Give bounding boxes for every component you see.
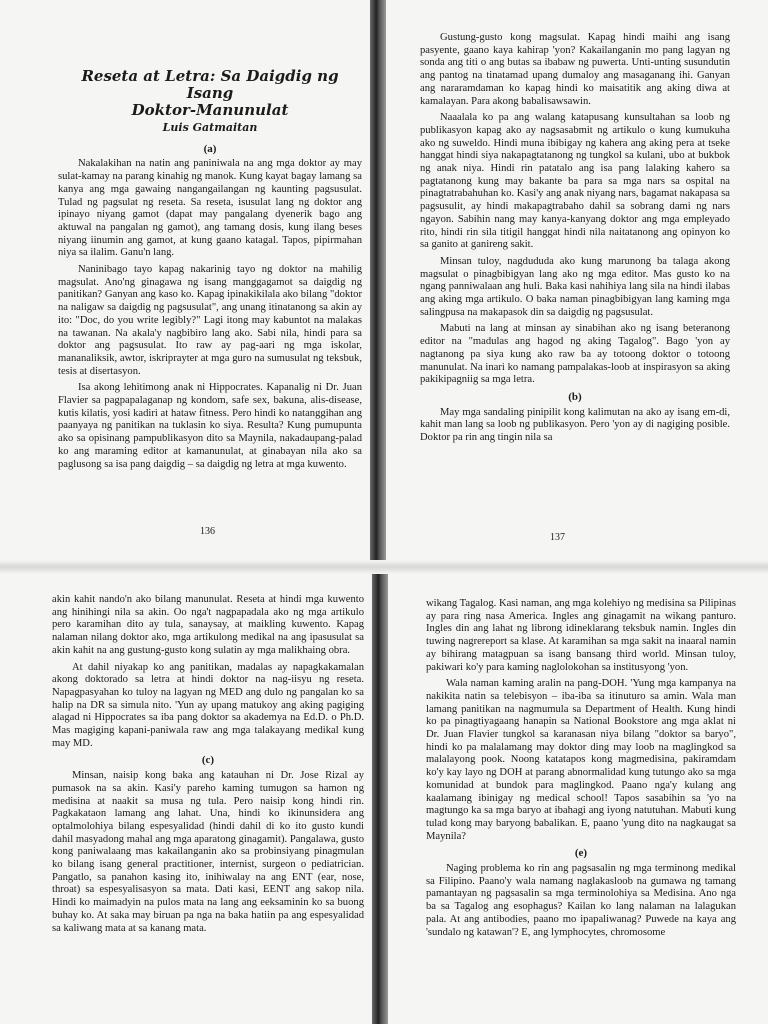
page-spine-top — [370, 0, 386, 560]
section-e-heading: (e) — [574, 847, 588, 860]
page-138 — [52, 594, 364, 1024]
page-fold — [0, 560, 768, 574]
section-b-heading: (b) — [568, 390, 582, 403]
paragraph: Minsan, naisip kong baka ang katauhan ni Dr. Jose Rizal ay pumasok na sa akin. Kasi'y pareho kaming tumugon sa hamon ng medisina at naakit sa musa ng tula. Pero naisip kong hindi rin. Pagkakataon lamang ang lahat. Una, hindi ko ikinunsidera ang optalmolohiya bilang espesyalidad (hindi dahil di ko ito gusto kundi dahil masyadong mahal ang mga aparatong ginagamit). Pangalawa, gusto kong paniwalaang mas kakailanganin ako sa probinsiyang pinagmulan ko bilang isang general practitioner, internist, surgeon o pediatrician. Pangatlo, sa panahon kasing ito, inihiwalay na ang ENT (ear, nose, throat) sa espesyalisasyon sa mata. Dati kasi, EENT ang sakop nila. Hindi ko maimadyin na pulos mata na lang ang eeksaminin ko sa buong buhay ko. At saka may biruan pa nga na baka hatiin pa ang espesyalidad sa kaliwang mata at sa kanang mata. — [52, 770, 364, 934]
paragraph: Naging problema ko rin ang pagsasalin ng mga terminong medikal sa Filipino. Paano'y wala namang naglakasloob na gumawa ng tamang pamantayan ng pagsasalin sa mga terminolohiya sa Medisina. Ano nga ba sa Tagalog ang esophagus? Kailan ko lang nalaman na lalagukan pala. At ang antibodies, paano mo ipapaliwanag? Puwede na kaya ang 'sundalo ng katawan'? E, ang lymphocytes, chromosome — [426, 863, 736, 938]
paragraph: Naaalala ko pa ang walang katapusang kunsultahan sa loob ng publikasyon kapag ako ay nagsasabmit ng artikulo o kung kumukuha ako ng suweldo. Hindi muna ibibigay ng kahera ang aking pera at tseke hanggat hindi siya nakapagtatanong ng tungkol sa kulani, ubo at bukbok ng anak niya. Hindi rin patatalo ang isa pang lalaking kahero sa pagtatanong kung may bakante ba para sa mga nars sa ospital na pinagtatrabahuhan ko. Kasi'y ang anak niyang nars, bagamat nakapasa sa pagsusulit, ay hindi makapagtrabaho dahil sa sobrang dami ng nars ngayon. Sabihin nang may kanya-kanyang doktor ang mga empleyado rito, hindi rin sila titigil hanggat hindi nila naitatanong ang opinyon ko sa ganito at ganireng sakit. — [420, 112, 730, 251]
title-line-1: Reseta at Letra: Sa Daigdig ng Isang — [81, 68, 339, 102]
section-c-heading: (c) — [201, 754, 215, 767]
article-title — [58, 68, 362, 119]
page-number-137: 137 — [550, 532, 565, 543]
paragraph: At dahil niyakap ko ang panitikan, madalas ay napagkakamalan akong doktorado sa letra at hindi doktor na nag-iisyu ng reseta. Napagpasyahan ko tuloy na lagyan ng MED ang dulo ng pangalan ko sa halip na DR sa simula nito. 'Yun ay upang matukoy ang aking pagiging alagad ni Hippocrates sa iba pang doktor sa akademya na Ed.D. o Ph.D. Mas magiging kapani-paniwala raw ang mga talakayang medikal kung may MD. — [52, 661, 364, 749]
paragraph: Gustung-gusto kong magsulat. Kapag hindi maihi ang isang pasyente, gaano kaya kahirap 'yon? Kakailanganin mo pang lagyan ng sonda ang titi o ang butas sa ibabaw ng puwerta. Unti-unting susundutin ang pantog na tinatamad upang dumaloy ang masaganang ihi. Ganyan ang nararamdaman ko kapag hindi ko maisatitik ang aking diwa at kamalayan. Para akong babalisawsawin. — [420, 32, 730, 107]
paragraph: Isa akong lehitimong anak ni Hippocrates. Kapanalig ni Dr. Juan Flavier sa pagpapalaganap ng kondom, safe sex, bakuna, alis-disease, kutis kilatis, yosi kadiri at hataw fitness. Pero hindi ko natanggihan ang paanyaya ng panitikan na tuklasin ko siya. Resulta? Kung pumupunta ako sa opisinang pampublikasyon dito sa Maynila, nakadaupang-palad ko ang maraming editor at kamanunulat, at ginabayan nila ako sa paglusong sa isa pang daigdig – sa daigdig ng letra at mga kuwento. — [58, 382, 362, 470]
page-136 — [58, 68, 362, 548]
paragraph: Naninibago tayo kapag nakarinig tayo ng doktor na mahilig magsulat. Ano'ng ginagawa ng isang manggagamot sa daigdig ng panitikan? Ganyan ang kaso ko. Kapag ipinakikilala ako bilang "doktor na naligaw sa daigdig ng pagsusulat", ang unang itinatanong sa akin ay ito: "Doc, do you write legibly?" Lagi itong may kabuntot na malakas na tawanan. Na akala'y nagbibiro lang ako. Sabi nila, hindi para sa doktor ang pagsusulat. Ito raw ay pag-aari ng mga iskolar, mananaliksik, awtor, iskriprayter at mga guro na sumusulat ng teksbuk, tesis at disertasyon. — [58, 264, 362, 377]
paragraph: Mabuti na lang at minsan ay sinabihan ako ng isang beteranong editor na "madulas ang hagod ng aking Tagalog". Bago 'yon ay nagtanong pa siya kung ako raw ba ay totoong doktor o totoong manunulat. Na inari ko namang pampalakas-loob at inspirasyon sa aking pakikipagniig sa mga letra. — [420, 323, 730, 386]
author-name: Luis Gatmaitan — [162, 121, 258, 134]
page-139 — [426, 598, 736, 1024]
paragraph: Wala naman kaming aralin na pang-DOH. 'Yung mga kampanya na nakikita natin sa telebisyon – iba-iba sa itinuturo sa amin. Wala man lamang panitikan na nagmumula sa Department of Health. Kung hindi ko pa pinagtiyagaang hanapin sa National Bookstore ang mga aklat ni Dr. Juan Flavier tungkol sa karanasan niya bilang "doktor sa baryo", hindi ko pa malalamang may doktor ding may loob na maglingkod sa malalayong pook. Noong katatapos kong magmedisina, pakiramdam ko'y kay layo ng DOH at parang abnormalidad kung tutungo ako sa mga komunidad at bundok para maglingkod. Paano nga'y kulang ang kaalamang ibinigay ng medical school! Tapos sasabihin sa 'yo na magtungo ka sa mga baryo at ibahagi ang iyong natutuhan. Mabuti kung tulad kong may baryong babalikan. E, paano 'yung dito na nagkaugat sa Maynila? — [426, 678, 736, 842]
title-line-2: Doktor-Manunulat — [131, 101, 289, 119]
paragraph: Nakalakihan na natin ang paniniwala na ang mga doktor ay may sulat-kamay na parang kinahig ng manok. Kung kayat bagay lamang sa kanya ang mga gawaing nangangailangan ng kaunting pagsusulat. Tulad ng pagsulat ng reseta. Sa reseta, isusulat lang ng doktor ang ipinayo niyang gamot (dapat may pangalang dyenerik bago ang aktuwal na pangalan ng gamot), ang tamang dosis, kung ilang beses niyang iinumin ang gamot, at kung gaano katagal. Tapos, pipirmahan niya sa ilalim. Ganu'n lang. — [58, 158, 362, 259]
page-spine-bottom — [372, 574, 388, 1024]
paragraph: Minsan tuloy, nagdududa ako kung marunong ba talaga akong magsulat o pinagbibigyan lang ako ng mga editor. Mas gusto ko na ngang panniwalaan ang huli. Baka kasi nahihiya lang sila na hindi ilabas ang aking mga artikulo. O baka naman pinagbibigyan lang kaming mga salingpusa na makapasok din sa daigdig ng pagsusulat. — [420, 255, 730, 318]
paragraph: May mga sandaling pinipilit kong kalimutan na ako ay isang em-di, kahit man lang sa loob ng publikasyon. Pero 'yon ay di nagiging posible. Doktor pa rin ang tingin nila sa — [420, 406, 730, 444]
section-a-heading: (a) — [203, 142, 217, 155]
paragraph: wikang Tagalog. Kasi naman, ang mga kolehiyo ng medisina sa Pilipinas ay para ring nasa America. Ingles ang ginagamit na wikang panturo. Ingles din ang lahat ng librong idineklarang teksbuk namin. Ingles din tuwing nagrereport sa klase. At karamihan sa mga sakit na inaaral namin ay bihirang matagpuan sa isang bansang third world. Minsan tuloy, pakiwari ko'y para kaming naglolokohan sa institusyong 'yon. — [426, 598, 736, 673]
page-number-136: 136 — [200, 526, 215, 537]
page-137 — [420, 32, 730, 524]
paragraph: akin kahit nando'n ako bilang manunulat. Reseta at hindi mga kuwento ang hinihingi nila sa akin. Oo nga't nagpapadala ako ng mga artikulo pero karamihan dito ay tula, sanaysay, at maikling kuwento. Kapag nalaman nilang doktor ako, mga artikulong medikal na ang ipasusulat sa akin kahit na ang gustung-gusto kong sulatin ay mga malikhaing obra. — [52, 594, 364, 656]
